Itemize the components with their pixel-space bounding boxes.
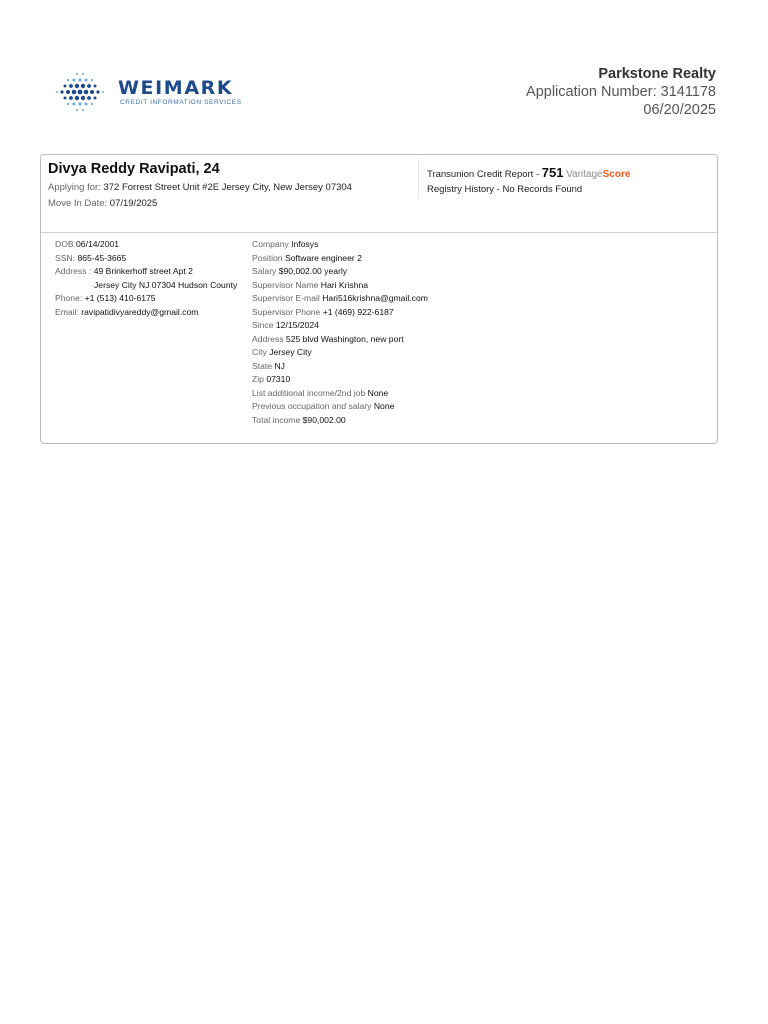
applicant-summary (41, 155, 717, 233)
personal-info (55, 238, 237, 319)
applying-value: 372 Forrest Street Unit #2E Jersey City, New Jersey 07304 (103, 182, 352, 193)
field-label: Company (252, 239, 292, 249)
field-value: None (373, 401, 395, 411)
field-value: +1 (513) 410-6175 (84, 293, 156, 303)
field-label: Total income (252, 414, 303, 425)
employment-row (252, 292, 428, 306)
field-label: Phone: (55, 293, 85, 303)
field-value: 49 Brinkerhoff street Apt 2 (93, 266, 193, 276)
divider (418, 159, 419, 199)
employment-row (252, 319, 428, 333)
logo-dots-icon (52, 64, 108, 120)
field-value: Jersey City NJ 07304 Hudson County (94, 279, 238, 290)
field-value: ravipatidivyareddy@gmail.com (81, 306, 199, 317)
credit-report-label: Transunion Credit Report - (427, 169, 542, 180)
header-info (526, 65, 716, 119)
field-label: Since (252, 320, 276, 330)
email-row (55, 306, 237, 320)
address-row (55, 265, 237, 279)
movein-value: 07/19/2025 (109, 198, 158, 209)
field-label: SSN: (55, 252, 78, 263)
employment-row (252, 238, 428, 252)
employment-row (252, 373, 428, 387)
field-value: None (367, 387, 389, 398)
employment-row (252, 252, 428, 266)
field-label: Address (252, 333, 286, 344)
field-label: Position (252, 252, 285, 263)
movein-label: Move In Date: (48, 198, 110, 209)
employment-row (252, 414, 428, 428)
field-label: State (252, 360, 275, 371)
logo-wordmark: WEIMARK (118, 77, 234, 99)
logo-tagline: CREDIT INFORMATION SERVICES (120, 99, 242, 106)
field-label: City (252, 347, 270, 357)
ssn-row (55, 252, 237, 266)
registry-history: Registry History - No Records Found (427, 184, 583, 195)
field-value: Infosys (291, 239, 319, 249)
field-label: Supervisor Name (252, 279, 321, 290)
field-value: 12/15/2024 (275, 320, 319, 330)
field-value: +1 (469) 922-6187 (322, 306, 394, 317)
field-value: $90,002.00 (302, 414, 346, 425)
employment-row (252, 265, 428, 279)
address-line-2 (55, 279, 237, 293)
field-label: DOB: (55, 239, 77, 249)
phone-row (55, 292, 237, 306)
application-number: Application Number: 3141178 (526, 84, 716, 100)
applying-for (48, 182, 352, 193)
field-value: Hari516krishna@gmail.com (322, 293, 428, 303)
employment-row (252, 400, 428, 414)
employment-row (252, 346, 428, 360)
employment-info (252, 238, 428, 427)
field-value: 525 blvd Washington, new port (285, 333, 404, 344)
dob-row (55, 238, 237, 252)
field-value: 06/14/2001 (76, 239, 120, 249)
field-value: Software engineer 2 (284, 252, 362, 263)
vantage-label: Vantage (566, 169, 603, 180)
field-value: Hari Krishna (320, 279, 369, 290)
field-label: Previous occupation and salary (252, 401, 374, 411)
field-value: Jersey City (269, 347, 312, 357)
field-label: Zip (252, 374, 267, 384)
field-label: Email: (55, 306, 82, 317)
employment-row (252, 360, 428, 374)
report-date: 06/20/2025 (643, 102, 716, 118)
applying-label: Applying for: (48, 182, 104, 193)
applicant-name: Divya Reddy Ravipati, 24 (48, 161, 220, 177)
field-value: NJ (274, 360, 285, 371)
field-label: Salary (252, 266, 279, 276)
field-value: 865-45-3665 (77, 252, 127, 263)
employment-row (252, 279, 428, 293)
company-name: Parkstone Realty (598, 66, 716, 82)
field-label: Address : (55, 266, 94, 276)
applicant-card (40, 154, 718, 444)
employment-row (252, 387, 428, 401)
employment-row (252, 306, 428, 320)
move-in-date (48, 198, 157, 209)
field-label: Supervisor E-mail (252, 293, 323, 303)
field-value: 07310 (266, 374, 291, 384)
field-label: Supervisor Phone (252, 306, 323, 317)
credit-score: 751 (541, 165, 564, 180)
field-label: List additional income/2nd job (252, 387, 368, 398)
vantage-score-label: Score (602, 169, 631, 180)
employment-row (252, 333, 428, 347)
credit-report (427, 165, 630, 180)
field-value: $90,002.00 yearly (278, 266, 348, 276)
weimark-logo (52, 64, 252, 120)
